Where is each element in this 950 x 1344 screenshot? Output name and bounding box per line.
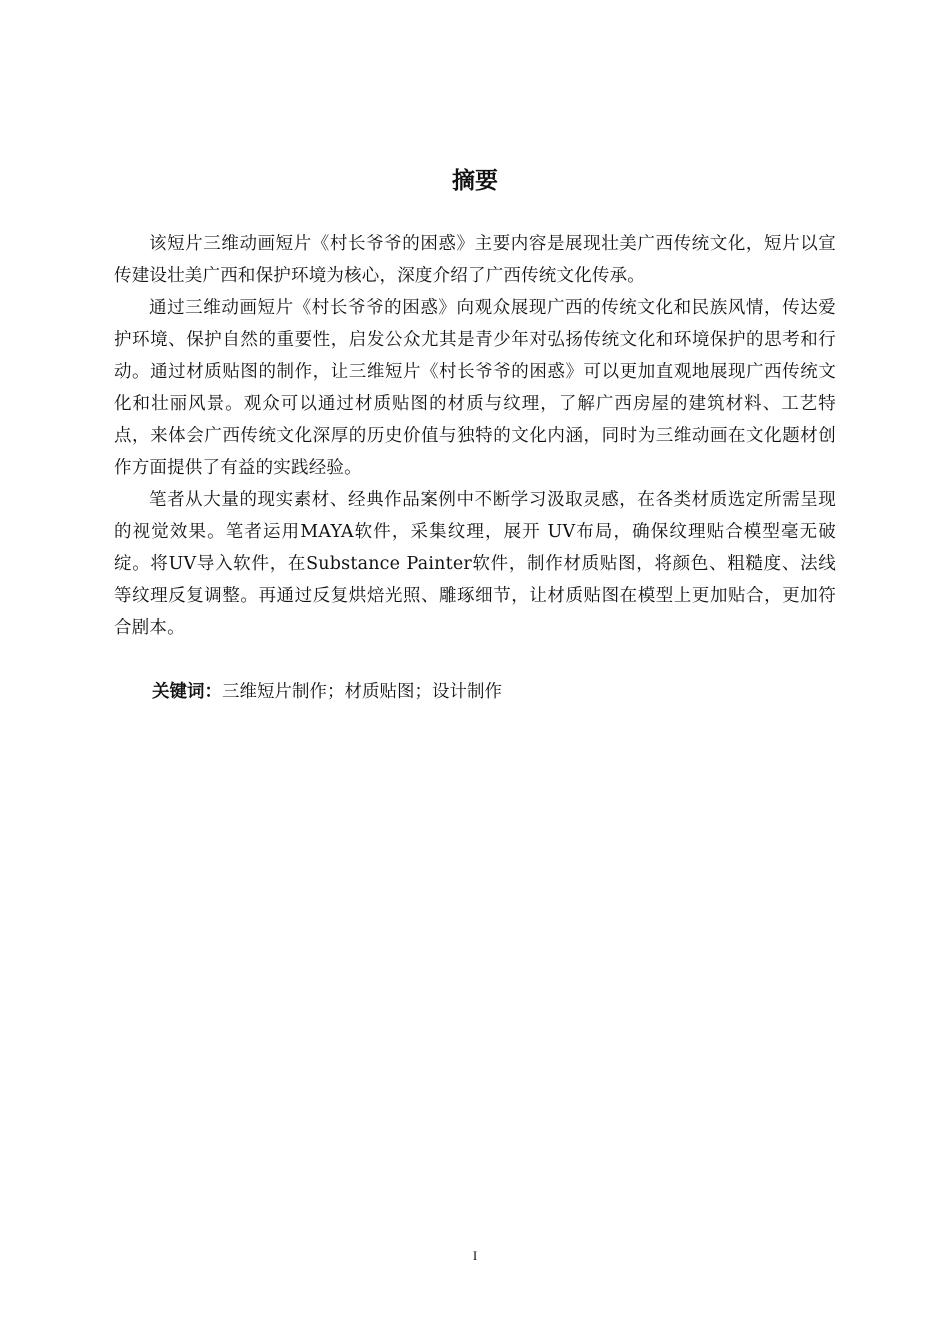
- keywords-label: 关键词：: [152, 682, 222, 702]
- keywords-line: [152, 676, 842, 708]
- keywords-value: 三维短片制作；材质贴图；设计制作: [222, 682, 502, 702]
- page-title: 摘要: [452, 168, 498, 194]
- abstract-paragraph-1: 该短片三维动画短片《村长爷爷的困惑》主要内容是展现壮美广西传统文化，短片以宣传建设壮美广西和保护环境为核心，深度介绍了广西传统文化传承。: [114, 234, 836, 286]
- abstract-paragraph-3: 笔者从大量的现实素材、经典作品案例中不断学习汲取灵感，在各类材质选定所需呈现的视觉效果。笔者运用MAYA软件，采集纹理，展开 UV布局，确保纹理贴合模型毫无破绽。将UV导入软件，在Substance Painter软件，制作材质贴图，将颜色、粗糙度、法线等纹理反复调整。再通过反复烘焙光照、雕琢细节，让材质贴图在模型上更加贴合，更加符合剧本。: [114, 490, 836, 638]
- page-number: I: [472, 1248, 478, 1263]
- abstract-paragraph-2: 通过三维动画短片《村长爷爷的困惑》向观众展现广西的传统文化和民族风情，传达爱护环境、保护自然的重要性，启发公众尤其是青少年对弘扬传统文化和环境保护的思考和行动。通过材质贴图的制作，让三维短片《村长爷爷的困惑》可以更加直观地展现广西传统文化和壮丽风景。观众可以通过材质贴图的材质与纹理，了解广西房屋的建筑材料、工艺特点，来体会广西传统文化深厚的历史价值与独特的文化内涵，同时为三维动画在文化题材创作方面提供了有益的实践经验。: [114, 298, 836, 478]
- abstract-body: [114, 228, 836, 644]
